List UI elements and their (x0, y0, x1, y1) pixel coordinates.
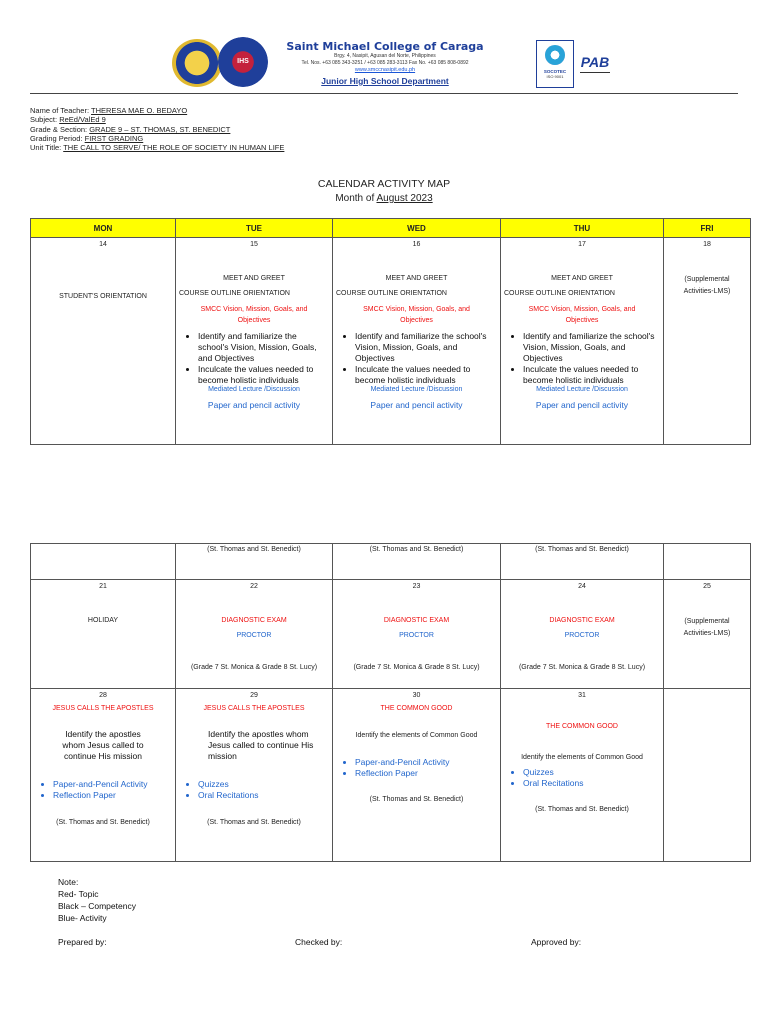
topic-text: SMCC Vision, Mission, Goals, and Objectives (200, 306, 308, 324)
note-red: Red- Topic (58, 889, 99, 899)
activity-item: • Reflection Paper (53, 790, 175, 801)
activity-item: • Quizzes (523, 767, 663, 778)
date-number: 16 (412, 241, 421, 248)
activity-list (176, 779, 332, 801)
header-divider (30, 93, 738, 94)
competency-item: • Identify and familiarize the school's Vision, Mission, Goals, and Objectives (523, 331, 659, 364)
teacher-label: Name of Teacher: (30, 106, 90, 115)
unit-value: THE CALL TO SERVE/ THE ROLE OF SOCIETY IN HUMAN LIFE (63, 143, 285, 153)
period-value: FIRST GRADING (84, 133, 144, 143)
cell-aug-22 (176, 580, 333, 689)
legend-note (58, 876, 136, 924)
day-header-thu: THU (501, 219, 664, 238)
teacher-info (30, 106, 284, 152)
socotec-sub: ISO 9001 (546, 74, 564, 79)
proctor-text: PROCTOR (399, 632, 434, 639)
grades-text: (Grade 7 St. Monica & Grade 8 St. Lucy) (190, 664, 318, 671)
cell-aug-17 (501, 238, 664, 445)
cell-aug-18 (664, 238, 751, 445)
competency-text: Identify the apostles whom Jesus called to continue His mission (62, 729, 144, 761)
activity-item: • Paper-and-Pencil Activity (355, 757, 500, 768)
proctor-text: PROCTOR (236, 632, 272, 639)
week2-row (31, 580, 751, 689)
competency-text: Identify the apostles whom Jesus called to continue His mission (208, 729, 314, 761)
socotec-text: SOCOTEC (543, 69, 567, 74)
date-number: 18 (703, 241, 711, 248)
course-outline-text: COURSE OUTLINE ORIENTATION (504, 290, 615, 297)
competency-text: Identify the elements of Common Good (355, 732, 478, 739)
logo-smcc (172, 39, 222, 87)
cell-empty (664, 689, 751, 862)
grades-text: (Grade 7 St. Monica & Grade 8 St. Lucy) (518, 664, 646, 671)
school-address: Brgy. 4, Nasipit, Agusan del Norte, Philippines (334, 53, 436, 59)
date-number: 22 (250, 583, 258, 590)
activity-paper: Paper and pencil activity (535, 400, 629, 410)
date-number: 24 (578, 583, 586, 590)
school-website-link[interactable]: www.smccnasipit.edu.ph (354, 67, 416, 73)
cell-sections (501, 544, 664, 580)
day-header-fri: FRI (664, 219, 751, 238)
competency-list (333, 331, 500, 386)
cell-aug-16 (333, 238, 501, 445)
topic-text: SMCC Vision, Mission, Goals, and Objectives (528, 306, 636, 324)
logo-socotec (536, 40, 574, 88)
calendar-table-week2-3 (30, 543, 751, 862)
competency-item: • Identify and familiarize the school's Vision, Mission, Goals, and Objectives (355, 331, 496, 364)
competency-item: • Inculcate the values needed to become holistic individuals (198, 364, 328, 386)
month-value: August 2023 (376, 193, 433, 204)
supplemental-text: (Supplemental Activities-LMS) (683, 618, 731, 637)
cell-aug-29 (176, 689, 333, 862)
competency-item: • Identify and familiarize the school's Vision, Mission, Goals, and Objectives (198, 331, 328, 364)
orientation-text: STUDENT'S ORIENTATION (59, 293, 147, 300)
activity-item: • Paper-and-Pencil Activity (53, 779, 175, 790)
cell-aug-23 (333, 580, 501, 689)
day-header-wed: WED (333, 219, 501, 238)
meet-greet-text: MEET AND GREET (223, 275, 285, 282)
period-label: Grading Period: (30, 133, 83, 143)
logo-pab (578, 42, 612, 86)
checked-by-label: Checked by: (295, 937, 343, 947)
cell-aug-24 (501, 580, 664, 689)
socotec-ring-icon (545, 45, 565, 65)
activity-list (31, 779, 175, 801)
topic-text: THE COMMON GOOD (380, 705, 453, 712)
activity-lecture: Mediated Lecture /Discussion (208, 386, 300, 393)
cell-aug-30 (333, 689, 501, 862)
unit-label: Unit Title: (30, 143, 62, 153)
cell-sections (176, 544, 333, 580)
sections-text: (St. Thomas and St. Benedict) (369, 546, 464, 553)
subject-value: ReEd/ValEd 9 (59, 115, 106, 125)
teacher-name: THERESA MAE O. BEDAYO (91, 106, 188, 115)
date-number: 31 (578, 692, 586, 699)
pab-underline (580, 72, 610, 73)
diagnostic-exam-text: DIAGNOSTIC EXAM (549, 617, 615, 624)
sections-text: (St. Thomas and St. Benedict) (207, 546, 301, 553)
cell-aug-28 (31, 689, 176, 862)
activity-lecture: Mediated Lecture /Discussion (536, 386, 628, 393)
activity-list (333, 757, 500, 779)
grade-label: Grade & Section: (30, 124, 88, 134)
cell-aug-21 (31, 580, 176, 689)
sections-row (31, 544, 751, 580)
grades-text: (Grade 7 St. Monica & Grade 8 St. Lucy) (353, 664, 480, 671)
activity-paper: Paper and pencil activity (207, 400, 301, 410)
approved-by-label: Approved by: (531, 937, 582, 947)
supplemental-text: (Supplemental Activities-LMS) (683, 276, 731, 295)
activity-paper: Paper and pencil activity (370, 400, 463, 410)
activity-item: • Oral Recitations (198, 790, 332, 801)
logo-ihs-text: IHS (237, 58, 249, 65)
competency-list (176, 331, 332, 386)
page-title: CALENDAR ACTIVITY MAP (317, 178, 451, 190)
sections-text: (St. Thomas and St. Benedict) (56, 819, 150, 826)
activity-item: • Oral Recitations (523, 778, 663, 789)
sections-text: (St. Thomas and St. Benedict) (207, 819, 301, 826)
week1-row (31, 238, 751, 445)
cell-aug-15 (176, 238, 333, 445)
day-header-tue: TUE (176, 219, 333, 238)
date-number: 15 (250, 241, 258, 248)
department-name: Junior High School Department (321, 76, 449, 86)
school-contact: Tel. Nos. +63 085 343-3251 / +63 085 283-3113 Fax No. +63 085 808-0892 (301, 60, 469, 66)
diagnostic-exam-text: DIAGNOSTIC EXAM (221, 617, 287, 624)
school-name: Saint Michael College of Caraga (286, 40, 484, 53)
topic-text: SMCC Vision, Mission, Goals, and Objectives (363, 306, 470, 324)
holiday-text: HOLIDAY (87, 617, 119, 624)
diagnostic-exam-text: DIAGNOSTIC EXAM (383, 617, 450, 624)
school-header (270, 40, 500, 86)
calendar-table-week1 (30, 218, 751, 445)
date-number: 21 (99, 583, 107, 590)
activity-item: • Quizzes (198, 779, 332, 790)
topic-text: JESUS CALLS THE APOSTLES (52, 705, 154, 712)
competency-text: Identify the elements of Common Good (521, 754, 643, 761)
date-number: 23 (412, 583, 421, 590)
month-label: Month of (335, 193, 375, 204)
note-heading: Note: (58, 877, 79, 887)
date-number: 17 (578, 241, 586, 248)
sections-text: (St. Thomas and St. Benedict) (535, 806, 629, 813)
cell-aug-14 (31, 238, 176, 445)
date-number: 30 (412, 692, 421, 699)
date-number: 29 (250, 692, 258, 699)
competency-item: • Inculcate the values needed to become holistic individuals (355, 364, 496, 386)
grade-value: GRADE 9 – ST. THOMAS, ST. BENEDICT (89, 124, 231, 134)
meet-greet-text: MEET AND GREET (551, 275, 613, 282)
course-outline-text: COURSE OUTLINE ORIENTATION (179, 290, 290, 297)
date-number: 25 (703, 583, 711, 590)
month-heading (0, 193, 768, 204)
week3-row (31, 689, 751, 862)
note-blue: Blue- Activity (58, 913, 107, 923)
topic-text: JESUS CALLS THE APOSTLES (203, 705, 305, 712)
day-header-mon: MON (31, 219, 176, 238)
date-number: 14 (99, 241, 107, 248)
meet-greet-text: MEET AND GREET (385, 275, 448, 282)
date-number: 28 (99, 692, 107, 699)
activity-item: • Reflection Paper (355, 768, 500, 779)
cell-sections (333, 544, 501, 580)
course-outline-text: COURSE OUTLINE ORIENTATION (336, 290, 447, 297)
competency-item: • Inculcate the values needed to become holistic individuals (523, 364, 659, 386)
competency-list (501, 331, 663, 386)
pab-text: PAB (580, 54, 610, 70)
activity-list (501, 767, 663, 789)
logo-ihs (218, 37, 268, 87)
sections-text: (St. Thomas and St. Benedict) (369, 796, 464, 803)
subject-label: Subject: (30, 115, 58, 125)
proctor-text: PROCTOR (564, 632, 600, 639)
prepared-by-label: Prepared by: (58, 937, 107, 947)
cell-blank (31, 544, 176, 580)
note-black: Black – Competency (58, 901, 136, 911)
cell-aug-31 (501, 689, 664, 862)
cell-aug-25 (664, 580, 751, 689)
sections-text: (St. Thomas and St. Benedict) (535, 546, 629, 553)
topic-text: THE COMMON GOOD (546, 723, 618, 730)
day-header-row (31, 219, 751, 238)
cell-blank (664, 544, 751, 580)
activity-lecture: Mediated Lecture /Discussion (370, 386, 463, 393)
